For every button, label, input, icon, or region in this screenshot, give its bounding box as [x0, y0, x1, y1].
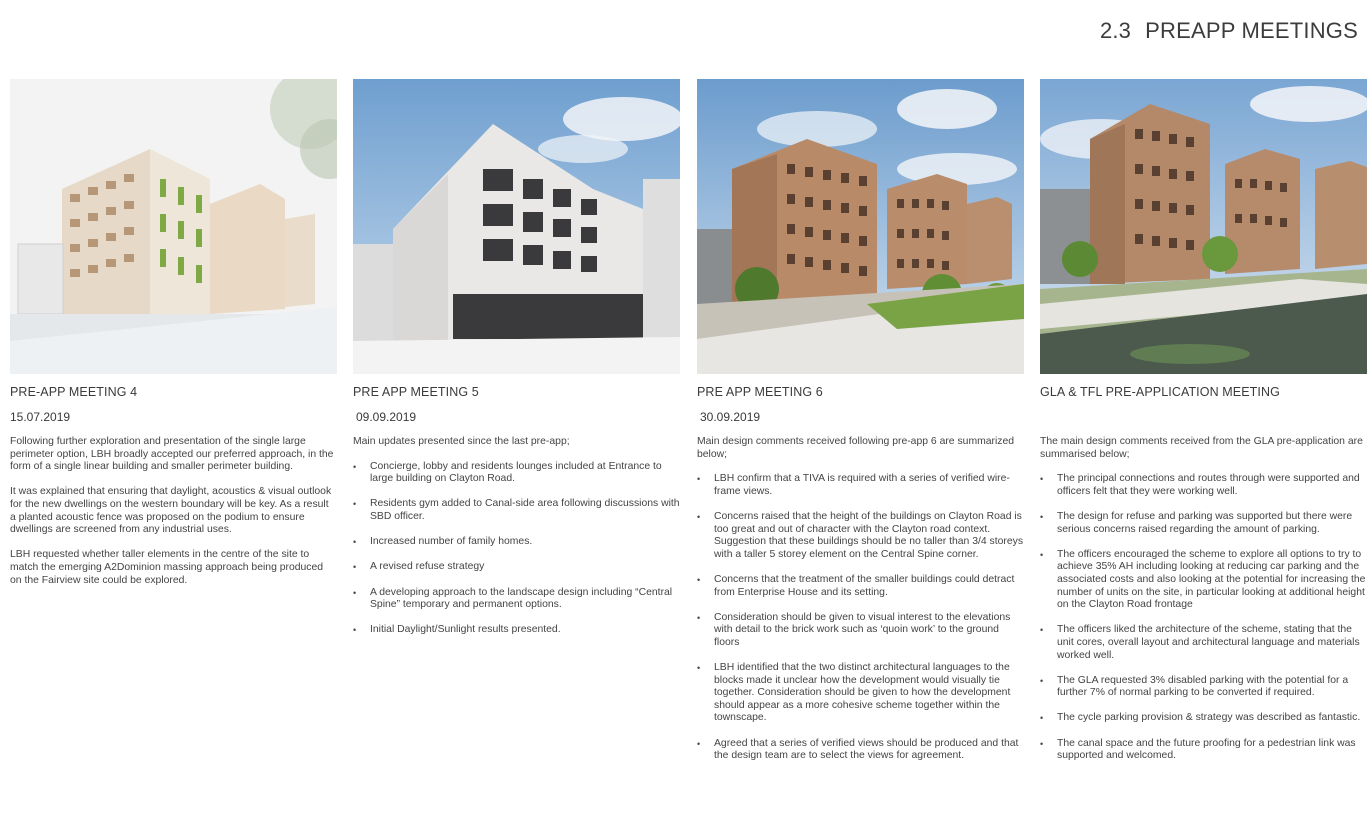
- notes-intro: Main design comments received following pre-app 6 are summarized below;: [697, 436, 1015, 460]
- bullet-glyph: •: [353, 461, 357, 472]
- list-item: • Concerns that the treatment of the smaller buildings could detract from Enterprise House and its setting.: [697, 573, 1015, 598]
- bullet-glyph: •: [353, 537, 357, 548]
- list-item: • The principal connections and routes through were supported and officers felt that they were working well.: [1040, 473, 1360, 497]
- meeting-title: PRE APP MEETING 6: [697, 385, 823, 399]
- bullet-list: [697, 473, 1024, 763]
- bullet-glyph: •: [1040, 713, 1044, 724]
- bullet-glyph: •: [697, 574, 701, 585]
- bullet-glyph: •: [353, 499, 357, 510]
- building-render-image: [697, 79, 1024, 374]
- meeting-column-gla-tfl: [1040, 79, 1367, 775]
- bullet-glyph: •: [697, 511, 701, 522]
- list-item: • Initial Daylight/Sunlight results presented.: [353, 624, 561, 636]
- meeting-notes: [1040, 436, 1367, 763]
- notes-paragraph: LBH requested whether taller elements in the centre of the site to match the emerging A2Dominion massing approach being produced on the Fairview site could be explored.: [10, 549, 324, 586]
- meeting-date: 30.09.2019: [700, 410, 761, 424]
- bullet-list: [353, 461, 680, 637]
- meeting-date: 09.09.2019: [356, 410, 417, 424]
- meeting-notes: [10, 436, 337, 587]
- building-render-image: [10, 79, 337, 374]
- bullet-glyph: •: [1040, 738, 1044, 749]
- bullet-glyph: •: [697, 738, 701, 749]
- notes-intro: Main updates presented since the last pre-app;: [353, 436, 570, 447]
- meeting-column-4: [10, 79, 337, 600]
- list-item: • LBH identified that the two distinct architectural languages to the blocks made it unclear how the development would visually tie together. Consideration should be given to how the development should appear as a more cohesive scheme together within the townscape.: [697, 662, 1011, 724]
- meeting-column-6: [697, 79, 1024, 775]
- bullet-glyph: •: [1040, 675, 1044, 686]
- notes-paragraph: Following further exploration and presentation of the single large perimeter option, LBH broadly accepted our preferred approach, in the form of a single linear building and smaller perimeter building.: [10, 436, 334, 473]
- bullet-list: [1040, 473, 1367, 763]
- meeting-notes: [697, 436, 1024, 763]
- section-number: 2.3: [1099, 18, 1132, 43]
- bullet-glyph: •: [1040, 625, 1044, 636]
- list-item: • A developing approach to the landscape design including “Central Spine” temporary and permanent options.: [353, 586, 673, 611]
- list-item: • The canal space and the future proofing for a pedestrian link was supported and welcomed.: [1040, 737, 1356, 762]
- section-title: PREAPP MEETINGS: [1145, 18, 1358, 43]
- bullet-glyph: •: [1040, 474, 1044, 485]
- list-item: • Residents gym added to Canal-side area following discussions with SBD officer.: [353, 498, 680, 522]
- bullet-glyph: •: [353, 562, 357, 573]
- meeting-title: PRE APP MEETING 5: [353, 385, 479, 399]
- notes-paragraph: It was explained that ensuring that daylight, acoustics & visual outlook for the new dwellings on the western boundary will be key. As a result a planted acoustic fence was proposed on the podium to ensure dwellings are screened from any industrial uses.: [10, 486, 332, 536]
- list-item: • Concierge, lobby and residents lounges included at Entrance to large building on Clayton Road.: [353, 460, 662, 485]
- notes-intro: The main design comments received from the GLA pre-application are summarised below;: [1040, 436, 1363, 460]
- list-item: • The officers liked the architecture of the scheme, stating that the unit cores, overall layout and architectural language and materials worked well.: [1040, 624, 1360, 661]
- list-item: • Consideration should be given to visual interest to the elevations with detail to the brick work such as ‘quoin work’ to the ground floors: [697, 611, 1011, 648]
- list-item: • The cycle parking provision & strategy was described as fantastic.: [1040, 712, 1361, 724]
- list-item: • The design for refuse and parking was supported but there were serious concerns raised regarding the amount of parking.: [1040, 510, 1353, 535]
- meeting-notes: [353, 436, 680, 637]
- list-item: • Concerns raised that the height of the buildings on Clayton Road is too great and out of character with the Clayton road context. Suggestion that these buildings should be no taller than 3/4 storeys with a taller 5 storey element on the Central Spine corner.: [697, 510, 1024, 560]
- building-render-image: [353, 79, 680, 374]
- bullet-glyph: •: [353, 625, 357, 636]
- list-item: • The GLA requested 3% disabled parking with the potential for a further 7% of normal parking to be converted if required.: [1040, 674, 1349, 699]
- page-title: [1100, 18, 1358, 44]
- bullet-glyph: •: [353, 587, 357, 598]
- building-render-image: [1040, 79, 1367, 374]
- bullet-glyph: •: [697, 474, 701, 485]
- meeting-column-5: [353, 79, 680, 650]
- bullet-glyph: •: [1040, 549, 1044, 560]
- meeting-title: GLA & TFL PRE-APPLICATION MEETING: [1040, 385, 1280, 399]
- bullet-glyph: •: [697, 663, 701, 674]
- list-item: • A revised refuse strategy: [353, 561, 485, 573]
- list-item: • LBH confirm that a TIVA is required with a series of verified wire-frame views.: [697, 473, 1010, 497]
- list-item: • The officers encouraged the scheme to explore all options to try to achieve 35% AH including looking at reducing car parking and the associated costs and also looking at the potential for increasing the number of units on the site, in particular looking at additional height on the Clayton Road frontage: [1040, 548, 1366, 611]
- bullet-glyph: •: [697, 612, 701, 623]
- meeting-title: PRE-APP MEETING 4: [10, 385, 138, 399]
- list-item: • Increased number of family homes.: [353, 536, 533, 548]
- meeting-date: [1040, 410, 1367, 425]
- list-item: • Agreed that a series of verified views should be produced and that the design team are to select the views for agreement.: [697, 737, 1019, 762]
- bullet-glyph: •: [1040, 511, 1044, 522]
- meeting-date: 15.07.2019: [10, 410, 71, 424]
